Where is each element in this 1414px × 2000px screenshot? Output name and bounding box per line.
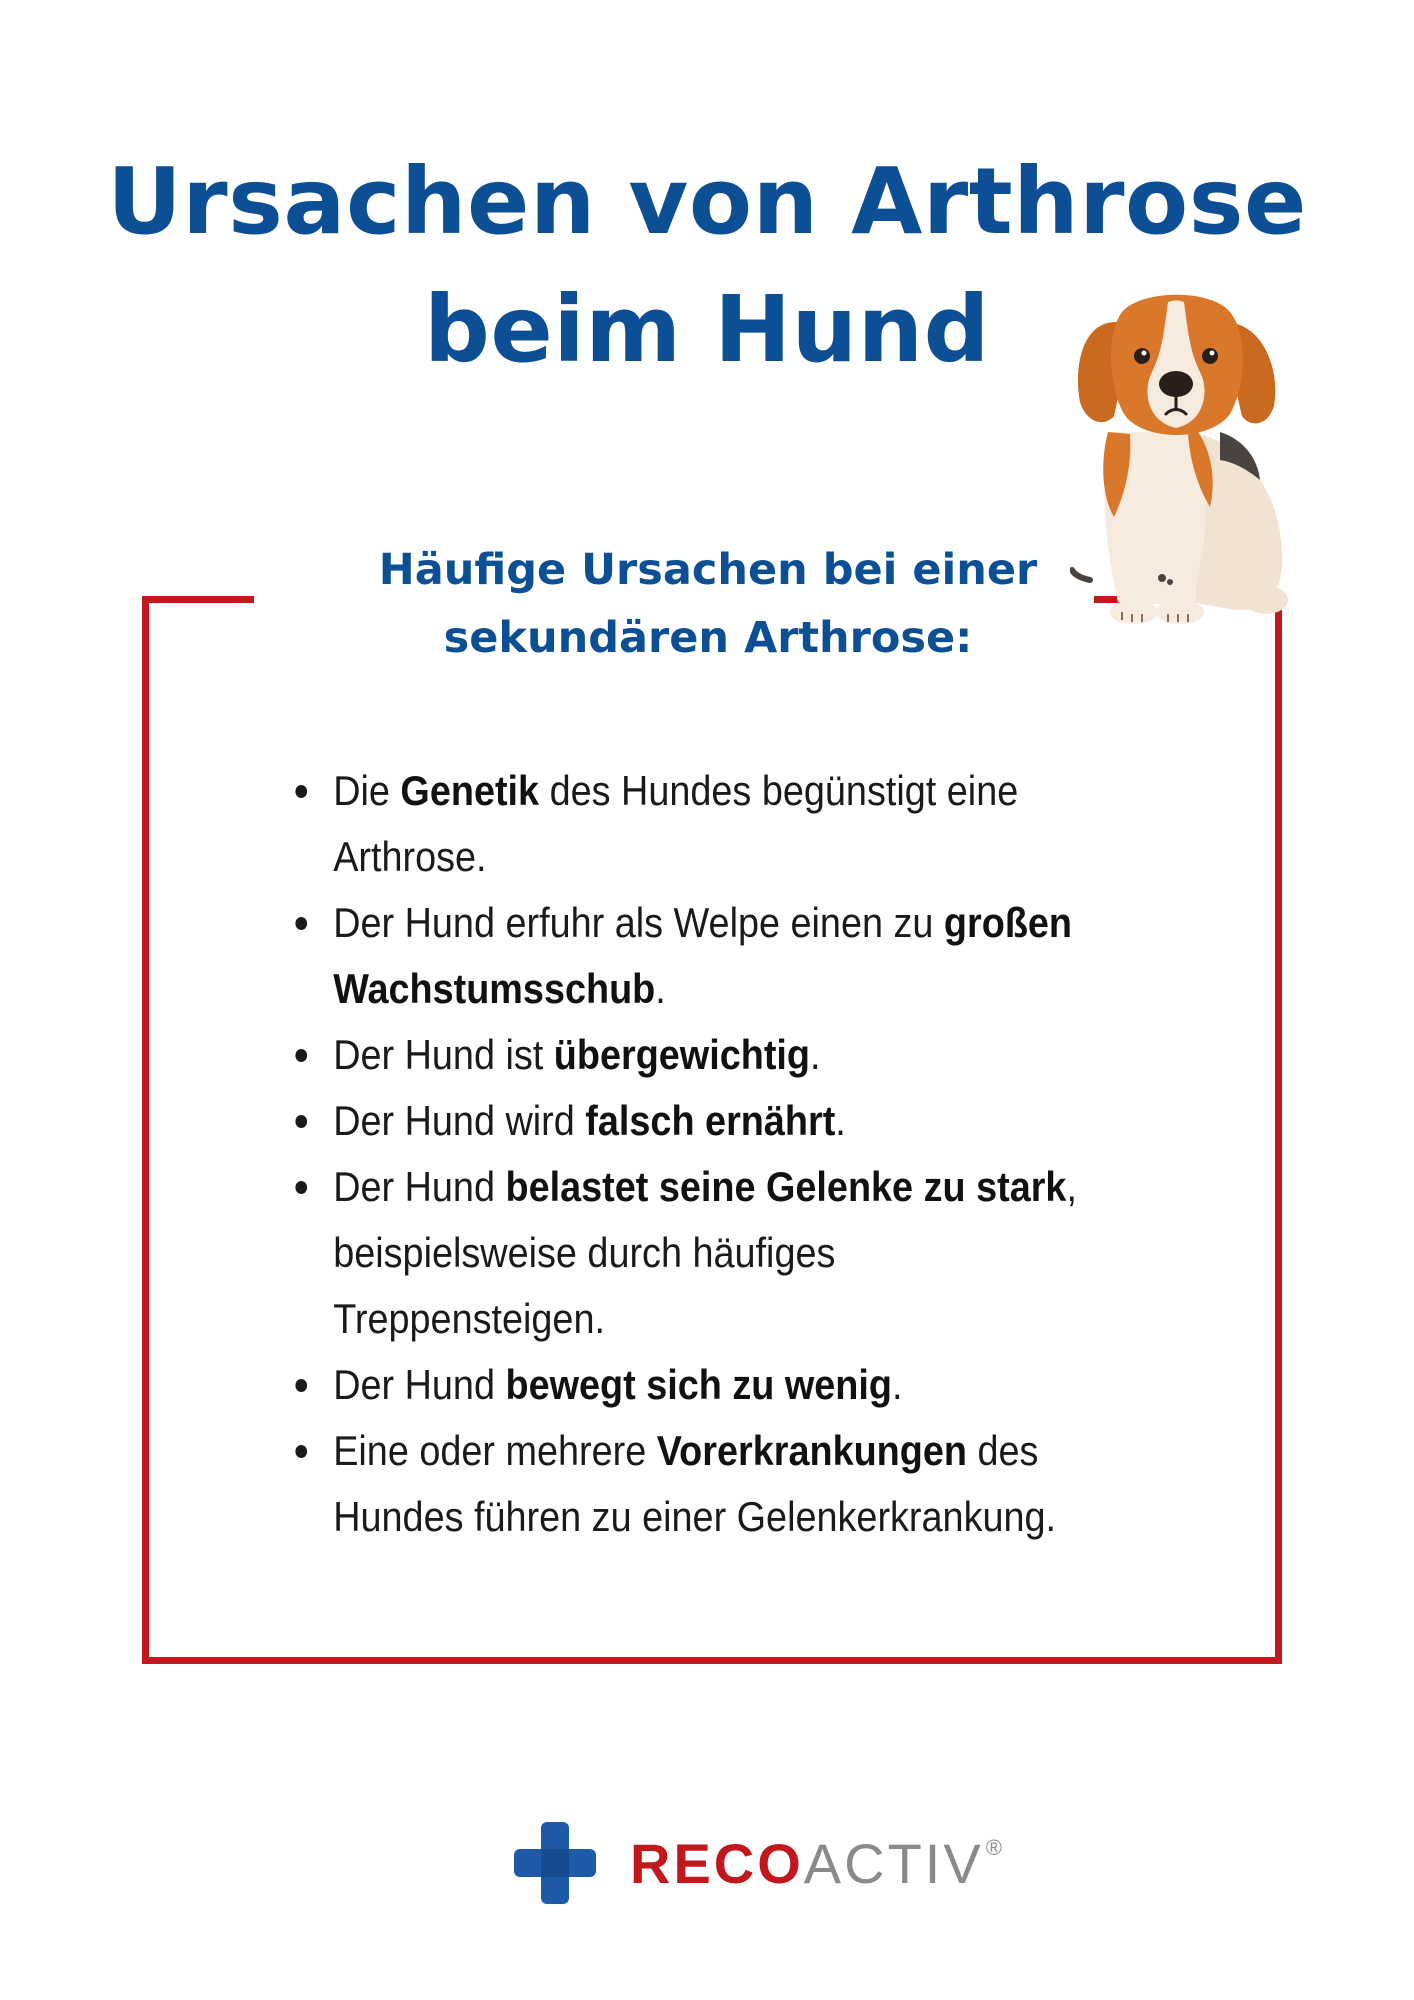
- logo-wordmark-reco: RECO: [630, 1831, 804, 1895]
- logo-wordmark: [630, 1831, 1005, 1896]
- list-item-emphasis: Vorerkrankungen: [656, 1427, 967, 1474]
- list-item-text: Der Hund: [333, 1163, 506, 1210]
- list-item-text: .: [835, 1097, 846, 1144]
- list-item: [290, 758, 1082, 890]
- section-heading: [280, 536, 1136, 672]
- list-item-emphasis: falsch ernährt: [585, 1097, 836, 1144]
- registered-mark: ®: [985, 1834, 1005, 1860]
- section-heading-line-1: Häufige Ursachen bei einer: [378, 545, 1038, 595]
- list-item-emphasis: Genetik: [400, 767, 540, 814]
- logo-wordmark-activ: ACTIV: [803, 1831, 984, 1895]
- list-item-text: des Hundes führen zu einer Gelenkerkrankung.: [333, 1427, 1057, 1540]
- list-item-emphasis: bewegt sich zu wenig: [505, 1361, 892, 1408]
- list-item-text: .: [810, 1031, 821, 1078]
- list-item-text: Der Hund erfuhr als Welpe einen zu: [333, 899, 944, 946]
- list-item: [290, 1352, 1082, 1418]
- causes-list: [290, 758, 1082, 1550]
- list-item-text: .: [891, 1361, 903, 1408]
- list-item-text: Die: [333, 767, 401, 814]
- list-item-text: .: [655, 965, 666, 1012]
- beagle-puppy-icon: [1070, 282, 1292, 624]
- page-title-line-1: Ursachen von Arthrose: [107, 148, 1307, 255]
- page-title-line-2: beim Hund: [423, 276, 991, 383]
- list-item-emphasis: großen Wachstumsschub: [333, 899, 1073, 1012]
- section-heading-line-2: sekundären Arthrose:: [443, 613, 973, 663]
- list-item: [290, 1418, 1082, 1550]
- list-item: [290, 1154, 1082, 1352]
- list-item-text: Der Hund: [333, 1361, 506, 1408]
- list-item: [290, 1088, 1082, 1154]
- recoactiv-logo: [512, 1818, 1005, 1908]
- list-item: [290, 890, 1082, 1022]
- list-item-text: des Hundes begünstigt eine Arthrose.: [333, 767, 1019, 880]
- list-item-text: Eine oder mehrere: [333, 1427, 657, 1474]
- list-item-emphasis: belastet seine Gelenke zu stark: [505, 1163, 1067, 1210]
- cross-icon: [512, 1820, 598, 1906]
- list-item-text: Der Hund ist: [333, 1031, 554, 1078]
- list-item-text: Der Hund wird: [333, 1097, 586, 1144]
- list-item-emphasis: übergewichtig: [553, 1031, 811, 1078]
- list-item-text: , beispielsweise durch häufiges Treppensteigen.: [333, 1163, 1077, 1342]
- list-item: [290, 1022, 1082, 1088]
